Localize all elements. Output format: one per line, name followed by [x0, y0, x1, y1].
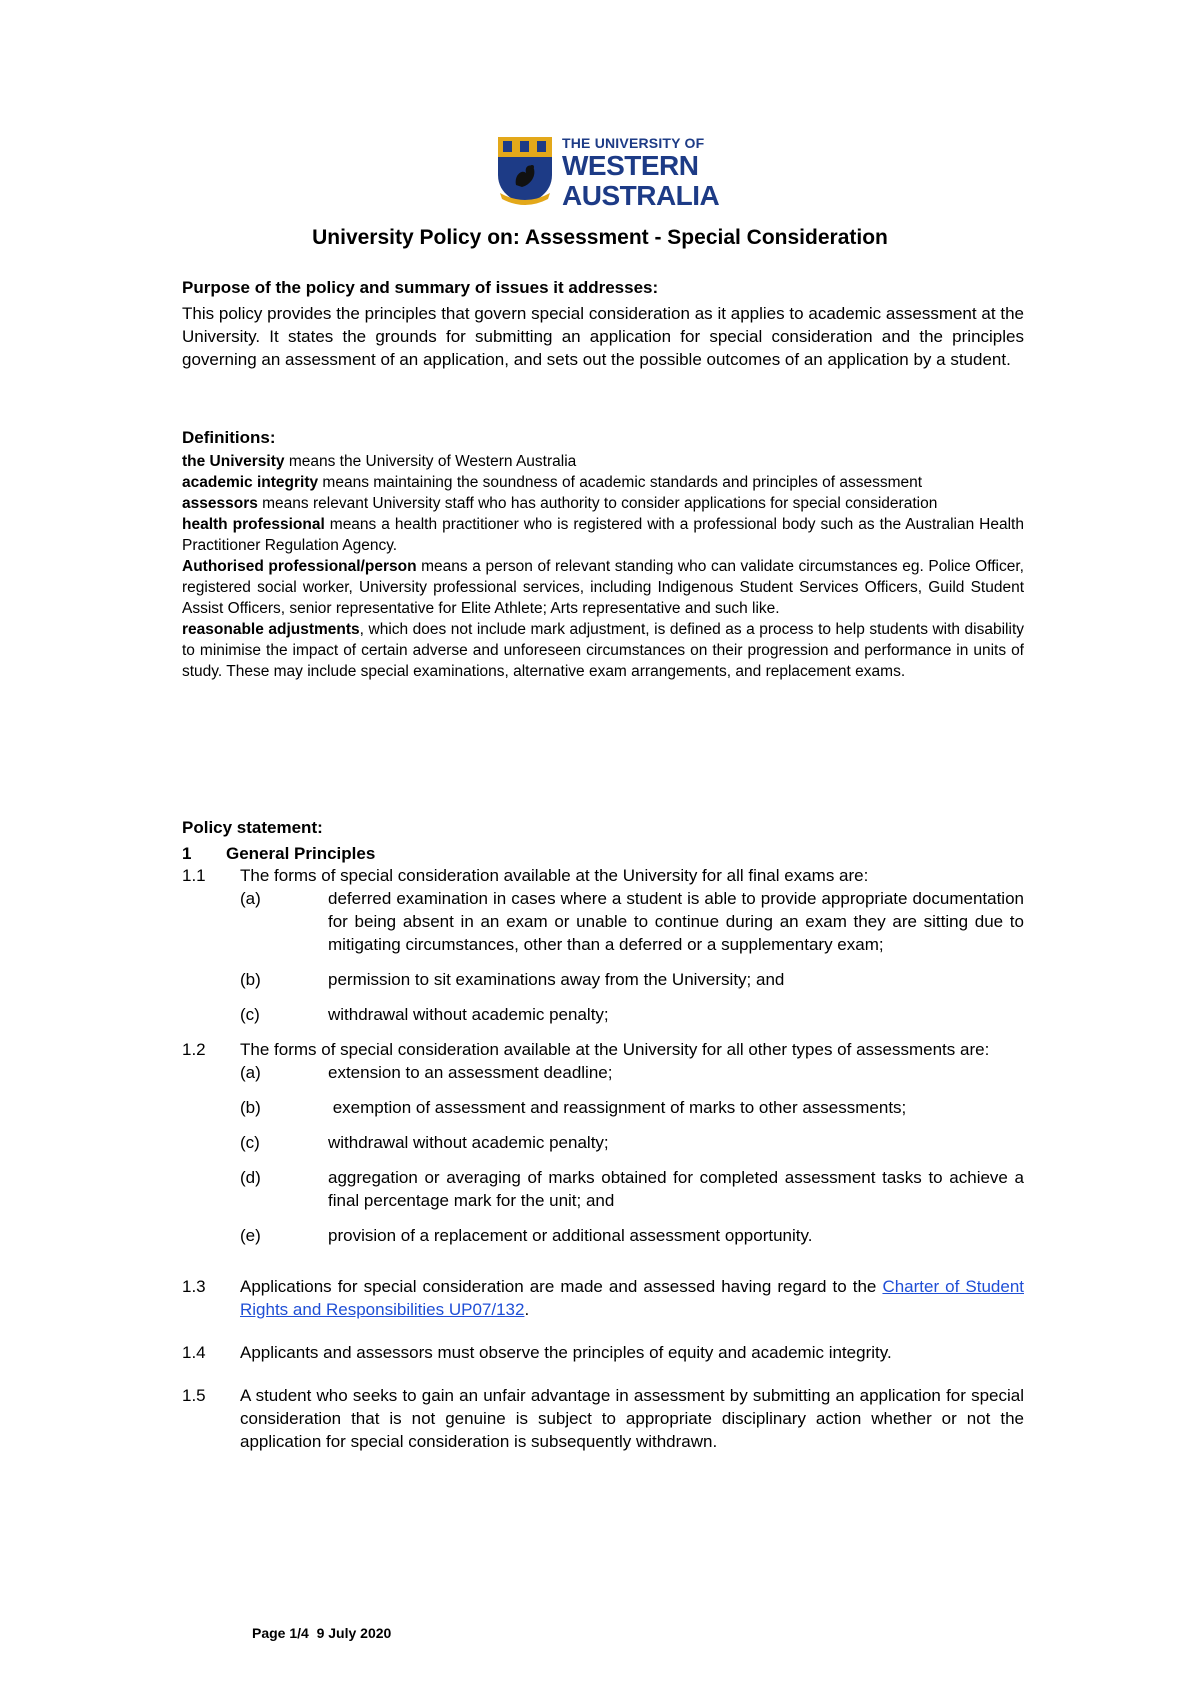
item-text: permission to sit examinations away from the University; and [328, 970, 785, 989]
section-heading [182, 844, 1024, 864]
definition-term: assessors [182, 495, 258, 512]
list-item [240, 1096, 1024, 1119]
item-text: extension to an assessment deadline; [328, 1063, 613, 1082]
charter-link[interactable]: Charter of Student Rights and Responsibilities UP07/132 [240, 1277, 1024, 1319]
clause-1-1 [182, 864, 1024, 887]
clause-text: The forms of special consideration available at the University for all final exams are: [240, 866, 869, 885]
section-number: 1 [182, 844, 192, 863]
definition-item [182, 556, 1024, 619]
logo-line-1: THE UNIVERSITY OF [562, 135, 705, 151]
clause-text: A student who seeks to gain an unfair advantage in assessment by submitting an application for special consideration that is not genuine is subject to appropriate disciplinary action whether or not the application for special consideration is subsequently withdrawn. [240, 1386, 1024, 1451]
logo-line-2: WESTERN [562, 150, 699, 181]
policy-heading: Policy statement: [182, 818, 323, 837]
clause-number: 1.4 [182, 1343, 206, 1362]
clause-text-after: . [524, 1300, 530, 1319]
page-footer: Page 1/4 9 July 2020 [252, 1625, 392, 1641]
logo-wordmark [562, 135, 719, 210]
definition-item [182, 514, 1024, 556]
definition-text: means a health practitioner who is registered with a professional body such as the Australian Health Practitioner Regulation Agency. [182, 516, 1024, 554]
item-label: (c) [240, 1005, 260, 1024]
item-text: deferred examination in cases where a student is able to provide appropriate documentation for being absent in an exam or unable to continue during an exam they are sitting due to mitigating circumstances, other than a deferred or a supplementary exam; [328, 889, 1024, 954]
item-text: exemption of assessment and reassignment of marks to other assessments; [328, 1098, 907, 1117]
policy-section [182, 818, 1024, 1453]
definition-item [182, 451, 1024, 472]
item-label: (d) [240, 1168, 261, 1187]
list-item [240, 968, 1024, 991]
definition-term: the University [182, 453, 285, 470]
clause-1-5 [182, 1384, 1024, 1453]
definition-item [182, 619, 1024, 682]
definition-text: means relevant University staff who has authority to consider applications for special consideration [257, 495, 938, 512]
item-text: aggregation or averaging of marks obtained for completed assessment tasks to achieve a final percentage mark for the unit; and [328, 1168, 1024, 1210]
purpose-heading: Purpose of the policy and summary of issues it addresses: [182, 278, 659, 297]
clause-number: 1.5 [182, 1386, 206, 1405]
clause-text-before: Applications for special consideration are made and assessed having regard to the [240, 1277, 883, 1296]
clause-text [240, 1275, 1024, 1321]
item-text: provision of a replacement or additional assessment opportunity. [328, 1226, 813, 1245]
logo-line-3: AUSTRALIA [562, 180, 720, 211]
definition-text: means a person of relevant standing who can validate circumstances eg. Police Officer, registered social worker, University professional services, including Indigenous Student Services Officers, Guild Student Assist Officers, senior representative for Elite Athlete; Arts representative and such like. [182, 558, 1024, 617]
clause-1-4 [182, 1341, 1024, 1364]
purpose-section [182, 278, 1024, 371]
definition-text: means maintaining the soundness of academic standards and principles of assessment [318, 474, 923, 491]
crest-icon [496, 135, 554, 207]
list-item [240, 1003, 1024, 1026]
definition-term: reasonable adjustments [182, 621, 360, 638]
clause-number: 1.2 [182, 1040, 206, 1059]
item-text: withdrawal without academic penalty; [328, 1005, 609, 1024]
definition-text: , which does not include mark adjustment, is defined as a process to help students with disability to minimise the impact of certain adverse and unforeseen circumstances on their progression and performance in units of study. These may include special examinations, alternative exam arrangements, and replacement exams. [182, 621, 1024, 680]
clause-1-3 [182, 1275, 1024, 1321]
list-item [240, 1166, 1024, 1212]
definition-item [182, 493, 1024, 514]
clause-number: 1.1 [182, 866, 206, 885]
section-title: General Principles [226, 844, 376, 863]
list-item [240, 1131, 1024, 1154]
item-label: (b) [240, 970, 261, 989]
definitions-heading: Definitions: [182, 428, 276, 447]
university-logo [496, 135, 720, 211]
item-label: (a) [240, 1063, 261, 1082]
clause-number: 1.3 [182, 1277, 206, 1296]
definition-term: academic integrity [182, 474, 319, 491]
definition-item [182, 472, 1024, 493]
list-item [240, 887, 1024, 956]
definition-term: health professional [182, 516, 325, 533]
list-item [240, 1061, 1024, 1084]
definition-text: means the University of Western Australia [284, 453, 577, 470]
clause-text: The forms of special consideration available at the University for all other types of assessments are: [240, 1040, 990, 1059]
item-label: (b) [240, 1098, 261, 1117]
item-text: withdrawal without academic penalty; [328, 1133, 609, 1152]
list-item [240, 1224, 1024, 1247]
definition-term: Authorised professional/person [182, 558, 417, 575]
item-label: (a) [240, 889, 261, 908]
item-label: (c) [240, 1133, 260, 1152]
item-label: (e) [240, 1226, 261, 1245]
clause-1-2 [182, 1038, 1024, 1061]
purpose-text: This policy provides the principles that govern special consideration as it applies to academic assessment at the University. It states the grounds for submitting an application for special consideration and the principles governing an assessment of an application, and sets out the possible outcomes of an application by a student. [182, 304, 1024, 369]
clause-text: Applicants and assessors must observe the principles of equity and academic integrity. [240, 1343, 892, 1362]
page-title: University Policy on: Assessment - Special Consideration [312, 226, 888, 249]
definitions-section [182, 428, 1024, 682]
